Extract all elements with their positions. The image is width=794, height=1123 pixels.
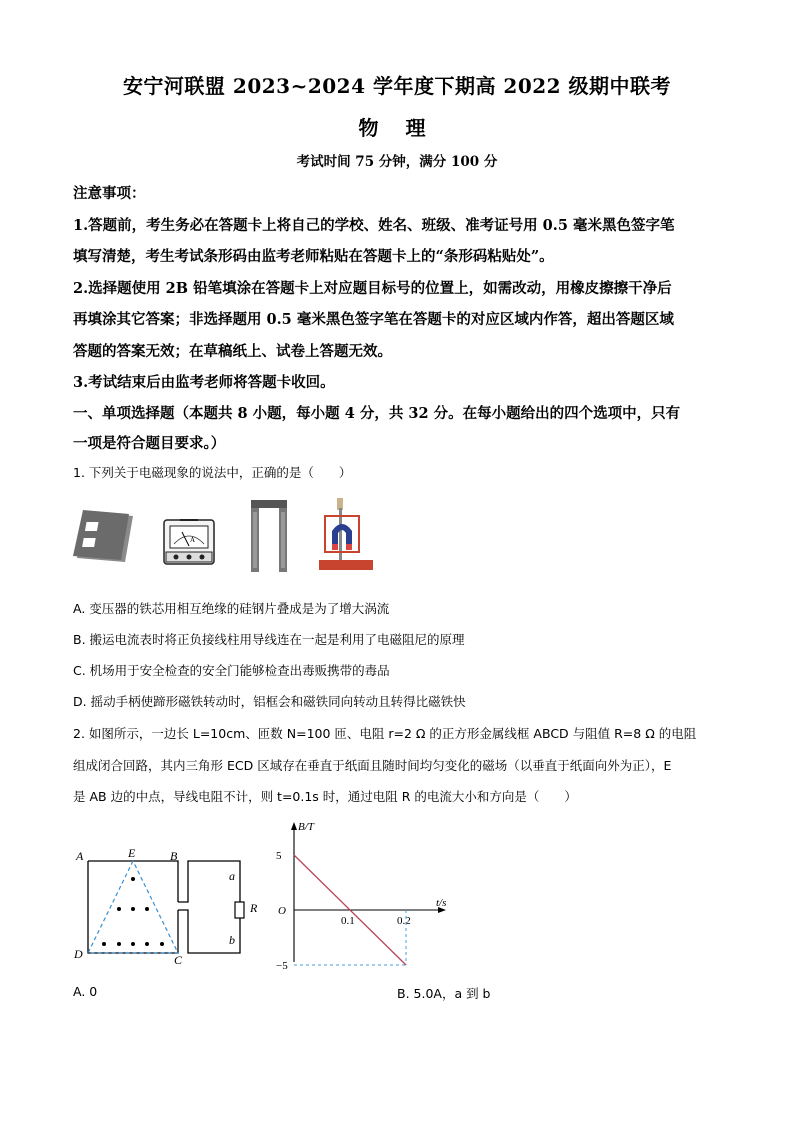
section-heading: 一项是符合题目要求。） (73, 435, 226, 452)
core-slot (82, 538, 96, 547)
subject-title: 物 理 (358, 116, 436, 140)
b-t-graph (270, 812, 450, 972)
magnet-aluminum-frame-figure (317, 494, 375, 574)
question-1-stem: 1. 下列关于电磁现象的说法中，正确的是（ ） (73, 465, 352, 480)
core-plate (73, 510, 129, 560)
y-axis-arrow (291, 822, 297, 830)
question-2-stem: 2. 如图所示，一边长 L=10cm、匝数 N=100 匝、电阻 r=2 Ω 的正方形金属线框 ABCD 与阻值 R=8 Ω 的电阻 (73, 726, 697, 741)
section-heading: 一、单项选择题（本题共 8 小题，每小题 4 分，共 32 分。在每小题给出的四个选项中，只有 (73, 405, 681, 422)
question-2-option-a: A. 0 (73, 984, 98, 999)
notes-line: 3.考试结束后由监考老师将答题卡收回。 (73, 374, 335, 391)
core-slot (85, 522, 99, 531)
y-tick-label: −5 (276, 960, 288, 972)
exam-info: 考试时间 75 分钟，满分 100 分 (296, 154, 498, 170)
y-axis-label: B/T (298, 821, 314, 833)
circuit-figure (70, 846, 270, 966)
question-2-stem: 组成闭合回路，其内三角形 ECD 区域存在垂直于纸面且随时间均匀变化的磁场（以垂直于纸面向外为正），E (73, 758, 672, 773)
silicon-steel-core-figure (73, 508, 135, 566)
notes-heading: 注意事项： (73, 185, 146, 202)
question-2-stem: 是 AB 边的中点，导线电阻不计，则 t=0.1s 时，通过电阻 R 的电流大小和方向是（ ） (73, 789, 577, 804)
notes-line: 再填涂其它答案；非选择题用 0.5 毫米黑色签字笔在答题卡的对应区域内作答，超出答题区域 (73, 311, 674, 328)
question-2-option-b: B. 5.0A，a 到 b (397, 986, 491, 1001)
question-1-option-b: B. 搬运电流表时将正负接线柱用导线连在一起是利用了电磁阻尼的原理 (73, 632, 465, 647)
question-1-option-a: A. 变压器的铁芯用相互绝缘的硅钢片叠成是为了增大涡流 (73, 601, 390, 616)
label-a-vertex: A (76, 849, 84, 863)
page-title: 安宁河联盟 2023~2024 学年度下期高 2022 级期中联考 (122, 74, 672, 98)
label-e-vertex: E (128, 846, 136, 860)
x-axis-label: t/s (436, 897, 447, 909)
y-tick-label: 5 (276, 850, 282, 862)
x-tick-label: 0.1 (341, 915, 355, 927)
label-b-terminal: b (229, 933, 235, 947)
label-resistor: R (250, 901, 258, 915)
question-1-option-d: D. 摇动手柄使蹄形磁铁转动时，铝框会和磁铁同向转动且转得比磁铁快 (73, 694, 466, 709)
notes-line: 1.答题前，考生务必在答题卡上将自己的学校、姓名、班级、准考证号用 0.5 毫米黑色签字笔 (73, 217, 675, 234)
notes-line: 答题的答案无效；在草稿纸上、试卷上答题无效。 (73, 343, 392, 360)
notes-line: 填写清楚，考生考试条形码由监考老师粘贴在答题卡上的“条形码粘贴处”。 (73, 248, 554, 265)
svg-text:A: A (190, 536, 196, 544)
question-1-option-c: C. 机场用于安全检查的安全门能够检查出毒贩携带的毒品 (73, 663, 390, 678)
label-c-vertex: C (174, 953, 183, 966)
label-b-vertex: B (170, 849, 178, 863)
label-d-vertex: D (74, 947, 83, 961)
notes-line: 2.选择题使用 2B 铅笔填涂在答题卡上对应题目标号的位置上，如需改动，用橡皮擦擦干净后 (73, 280, 672, 297)
label-a-terminal: a (229, 869, 235, 883)
x-tick-label: 0.2 (397, 915, 411, 927)
ammeter-figure (160, 512, 218, 570)
security-gate-figure (247, 498, 291, 574)
origin-label: O (278, 905, 286, 917)
